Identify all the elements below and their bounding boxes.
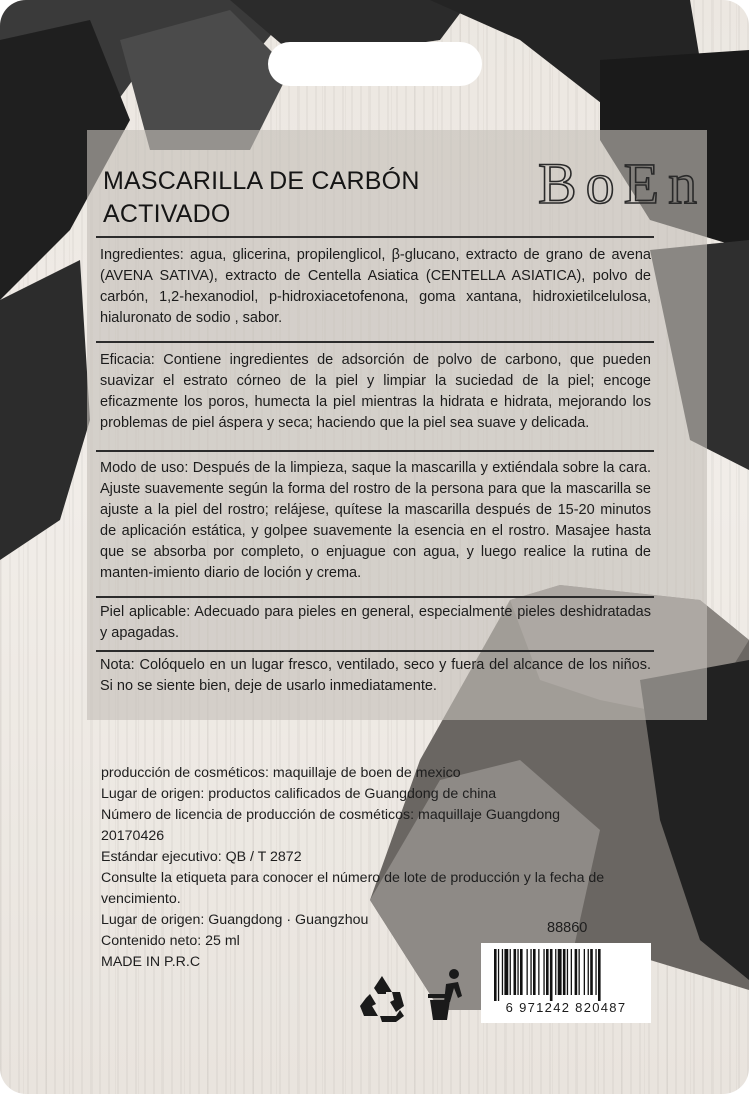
barcode-bar bbox=[533, 949, 536, 995]
divider bbox=[96, 650, 654, 652]
barcode-bar bbox=[595, 949, 596, 995]
info-line: Estándar ejecutivo: QB / T 2872 bbox=[101, 849, 302, 865]
divider bbox=[96, 341, 654, 343]
product-title-line1: MASCARILLA DE CARBÓN bbox=[103, 167, 420, 195]
barcode-bar bbox=[520, 949, 523, 995]
charcoal-chunk bbox=[0, 260, 90, 560]
barcode-bar bbox=[571, 949, 572, 995]
skin-type-text: Piel aplicable: Adecuado para pieles en general, especialmente pieles deshidratadas y apagadas. bbox=[100, 604, 651, 641]
divider bbox=[96, 596, 654, 598]
brand-logo bbox=[538, 150, 706, 217]
divider bbox=[96, 450, 654, 452]
info-line: 20170426 bbox=[101, 828, 165, 844]
barcode-bar bbox=[527, 949, 528, 995]
barcode-bar bbox=[504, 949, 508, 995]
barcode-digits: 6 971242 820487 bbox=[505, 1000, 627, 1015]
note-text: Nota: Colóquelo en un lugar fresco, ventilado, seco y fuera del alcance de los niños. Si no se siente bien, deje de usarlo inmediatamente. bbox=[100, 657, 651, 694]
info-line: producción de cosméticos: maquillaje de boen de mexico bbox=[101, 765, 461, 781]
barcode-bar bbox=[510, 949, 511, 995]
barcode-bar bbox=[498, 949, 499, 1001]
usage-text: Modo de uso: Después de la limpieza, saque la mascarilla y extiéndala sobre la cara. Ajuste suavemente según la forma del rostro de la persona para que la mascarilla se ajuste a la piel del rostro; relájese, quítese la mascarilla después de 15-20 minutos de aplicación estática, y golpee suavemente la esencia en el rostro. Masajee hasta que se absorba por completo, o enjuague con agua, y luego realice la rutina de manten-imiento diario de loción y crema. bbox=[100, 460, 651, 581]
manufacturer-info bbox=[101, 763, 661, 973]
product-title-line2: ACTIVADO bbox=[103, 200, 231, 228]
barcode-bar bbox=[567, 949, 568, 995]
info-line: Contenido neto: 25 ml bbox=[101, 933, 240, 949]
barcode-bar bbox=[575, 949, 578, 995]
efficacy-text: Eficacia: Contiene ingredientes de adsorción de polvo de carbono, que pueden suavizar el estrato córneo de la piel y limpiar la suciedad de la piel; encoge eficazmente los poros, humecta la piel mientras la hidrata e hidrata, mejorando los problemas de piel áspera y seca; haciendo que la piel sea suave y delicada. bbox=[100, 352, 651, 431]
info-line: MADE IN P.R.C bbox=[101, 954, 201, 970]
recycle-icon bbox=[356, 972, 408, 1029]
product-title bbox=[103, 165, 483, 231]
barcode-bar bbox=[550, 949, 553, 1001]
barcode-bar bbox=[514, 949, 517, 995]
barcode-bar bbox=[590, 949, 593, 995]
barcode-bar bbox=[517, 949, 518, 995]
barcode-bar bbox=[558, 949, 562, 995]
barcode-bar bbox=[579, 949, 580, 995]
barcode-bar bbox=[494, 949, 497, 1001]
info-line: Lugar de origen: productos calificados de Guangdong de china bbox=[101, 786, 497, 802]
info-line: Consulte la etiqueta para conocer el número de lote de producción y la fecha de bbox=[101, 870, 605, 886]
barcode-bar bbox=[584, 949, 585, 995]
lot-number: 88860 bbox=[547, 920, 588, 936]
trash-bin-icon bbox=[424, 966, 470, 1027]
barcode-bar bbox=[502, 949, 503, 995]
barcode-bar bbox=[538, 949, 539, 995]
barcode-bar bbox=[598, 949, 601, 1001]
info-line: Lugar de origen: Guangdong · Guangzhou bbox=[101, 912, 369, 928]
barcode-bar bbox=[555, 949, 556, 995]
divider bbox=[96, 236, 654, 238]
barcode bbox=[481, 943, 651, 1023]
barcode-bar bbox=[588, 949, 589, 995]
barcode-bars bbox=[494, 949, 638, 1001]
barcode-bar bbox=[563, 949, 566, 995]
ingredients-text: Ingredientes: agua, glicerina, propilenglicol, β-glucano, extracto de grano de avena (AVENA SATIVA), extracto de Centella Asiatica (CENTELLA ASIATICA), polvo de carbón, 1,2-hexanodiol, p-hidroxiacetofenona, goma xantana, hidroxietilcelulosa, hialuronato de sodio , sabor. bbox=[100, 247, 651, 326]
brand-logo-text: BoEn bbox=[538, 151, 707, 216]
info-line: vencimiento. bbox=[101, 891, 181, 907]
info-line: Número de licencia de producción de cosméticos: maquillaje Guangdong bbox=[101, 807, 560, 823]
barcode-bar bbox=[543, 949, 544, 995]
barcode-bar bbox=[546, 949, 549, 995]
hang-hole bbox=[268, 42, 482, 86]
barcode-bar bbox=[530, 949, 531, 995]
